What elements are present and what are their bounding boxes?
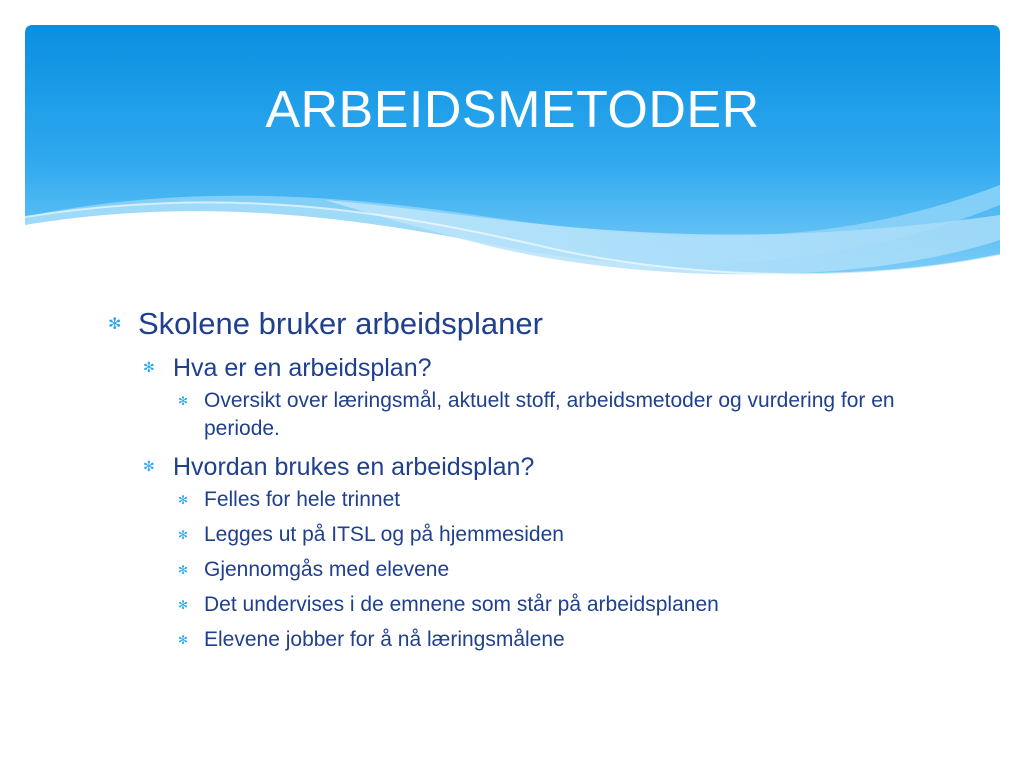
- asterisk-icon: ✻: [143, 360, 155, 376]
- asterisk-icon: ✻: [108, 314, 122, 333]
- asterisk-icon: ✻: [178, 528, 189, 542]
- list-item-level-2: [108, 451, 908, 483]
- list-item-level-3: [108, 387, 908, 443]
- list-item-level-3: [108, 556, 908, 584]
- bullet-text: Oversikt over læringsmål, aktuelt stoff, arbeidsmetoder og vurdering for en periode.: [204, 389, 895, 440]
- bullet-list: [108, 304, 908, 654]
- bullet-text: Skolene bruker arbeidsplaner: [138, 306, 543, 341]
- header-wave-banner: [25, 25, 1000, 295]
- list-item-level-2: [108, 352, 908, 384]
- bullet-text: Felles for hele trinnet: [204, 488, 401, 511]
- asterisk-icon: ✻: [178, 633, 189, 647]
- list-item-level-1: [108, 304, 908, 344]
- bullet-text: Elevene jobber for å nå læringsmålene: [204, 628, 565, 651]
- asterisk-icon: ✻: [178, 563, 189, 577]
- slide-title: ARBEIDSMETODER: [265, 81, 760, 139]
- bullet-text: Gjennomgås med elevene: [204, 558, 450, 581]
- asterisk-icon: ✻: [178, 493, 189, 507]
- list-item-level-3: [108, 486, 908, 514]
- list-item-level-3: [108, 521, 908, 549]
- asterisk-icon: ✻: [178, 598, 189, 612]
- bullet-text: Hva er en arbeidsplan?: [173, 354, 432, 382]
- bullet-text: Legges ut på ITSL og på hjemmesiden: [204, 523, 564, 546]
- list-item-level-3: [108, 626, 908, 654]
- list-item-level-3: [108, 591, 908, 619]
- asterisk-icon: ✻: [143, 459, 155, 475]
- asterisk-icon: ✻: [178, 394, 189, 408]
- bullet-text: Hvordan brukes en arbeidsplan?: [173, 453, 535, 481]
- bullet-text: Det undervises i de emnene som står på arbeidsplanen: [204, 593, 719, 616]
